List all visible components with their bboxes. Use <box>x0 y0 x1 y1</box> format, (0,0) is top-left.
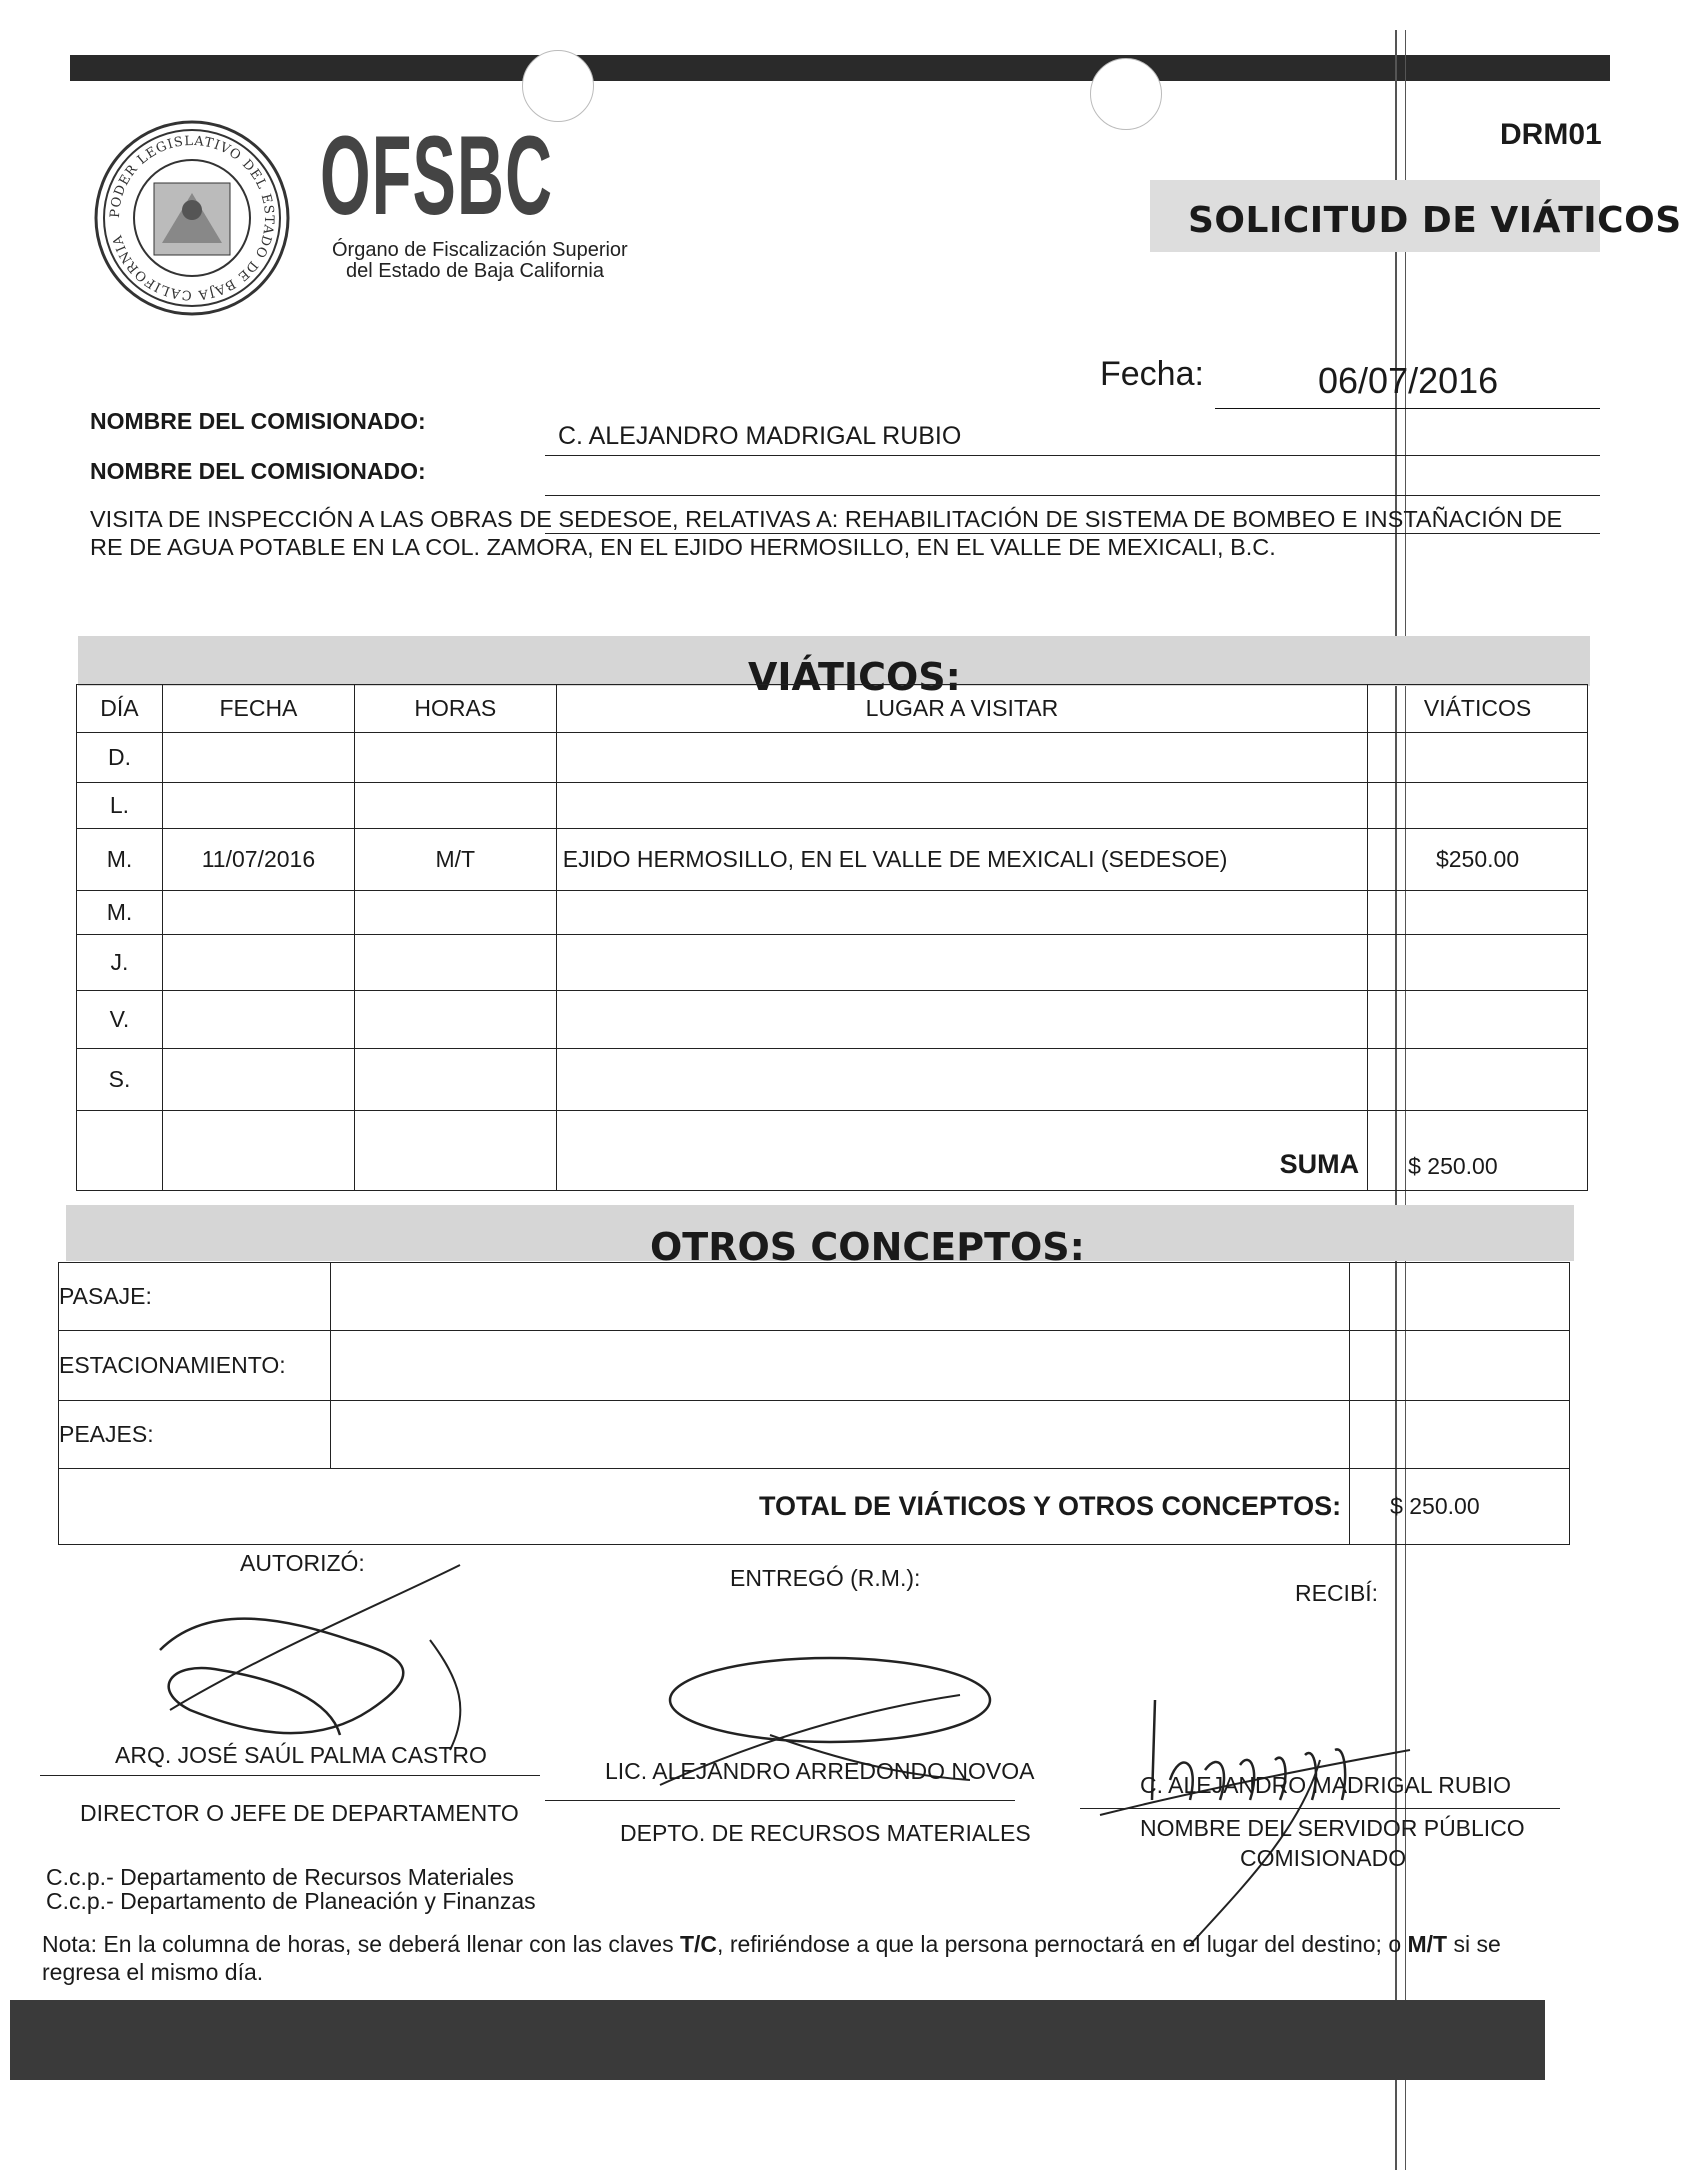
brand-subtitle-line: Órgano de Fiscalización Superior <box>332 239 628 261</box>
cell-fecha: 11/07/2016 <box>162 829 354 891</box>
autorizo-name: ARQ. JOSÉ SAÚL PALMA CASTRO <box>115 1742 487 1768</box>
cell-viaticos: $250.00 <box>1368 829 1588 891</box>
col-viaticos-header: VIÁTICOS <box>1368 685 1588 733</box>
ccp-item: C.c.p.- Departamento de Planeación y Finanzas <box>46 1888 536 1914</box>
footnote-text: si se regresa el mismo día. <box>42 1931 1501 1985</box>
viaticos-title: VIÁTICOS: <box>748 655 961 699</box>
footnote <box>42 1930 1562 1986</box>
cell-lugar <box>556 891 1367 935</box>
otros-row <box>59 1401 1570 1469</box>
viaticos-row <box>77 935 1588 991</box>
purpose-underline <box>545 533 1600 534</box>
comisionado-value: C. ALEJANDRO MADRIGAL RUBIO <box>558 422 962 450</box>
recibi-role: NOMBRE DEL SERVIDOR PÚBLICO <box>1140 1815 1525 1841</box>
col-lugar-header: LUGAR A VISITAR <box>556 685 1367 733</box>
autorizo-role: DIRECTOR O JEFE DE DEPARTAMENTO <box>80 1800 519 1826</box>
cell-viaticos <box>1368 891 1588 935</box>
otros-row <box>59 1263 1570 1331</box>
cell-lugar <box>556 733 1367 783</box>
cell-fecha <box>162 935 354 991</box>
viaticos-row <box>77 891 1588 935</box>
cell-lugar <box>556 935 1367 991</box>
recibi-label: RECIBÍ: <box>1295 1580 1379 1606</box>
viaticos-row <box>77 829 1588 891</box>
fecha-underline <box>1215 408 1600 409</box>
cell-horas <box>354 783 556 829</box>
otros-row-label: PEAJES: <box>59 1401 331 1469</box>
col-dia-header: DÍA <box>77 685 163 733</box>
signature-line-recibi <box>1080 1808 1560 1809</box>
cell-horas <box>354 1049 556 1111</box>
cell-dia: V. <box>77 991 163 1049</box>
cell-dia: S. <box>77 1049 163 1111</box>
cell-viaticos <box>1368 991 1588 1049</box>
document-code: DRM01 <box>1500 118 1602 151</box>
ccp-item: C.c.p.- Departamento de Recursos Materiales <box>46 1864 514 1890</box>
cell-viaticos <box>1368 783 1588 829</box>
viaticos-header-row <box>77 685 1588 733</box>
fecha-value: 06/07/2016 <box>1318 360 1499 401</box>
cell-dia <box>77 1111 163 1191</box>
purpose-text: VISITA DE INSPECCIÓN A LAS OBRAS DE SEDESOE, RELATIVAS A: REHABILITACIÓN DE SISTEMA DE BOMBEO E INSTAÑACIÓN DE RE DE AGUA POTABLE EN LA COL. ZAMORA, EN EL EJIDO HERMOSILLO, EN EL VALLE DE MEXICALI, B.C. <box>90 506 1563 560</box>
otros-title: OTROS CONCEPTOS: <box>650 1225 1085 1269</box>
recibi-role-2: COMISIONADO <box>1240 1845 1407 1871</box>
cell-dia: D. <box>77 733 163 783</box>
cell-lugar <box>556 1049 1367 1111</box>
fecha-label: Fecha: <box>1100 355 1204 393</box>
comisionado-underline-2 <box>545 495 1600 496</box>
entrego-label: ENTREGÓ (R.M.): <box>730 1565 921 1591</box>
cell-horas <box>354 733 556 783</box>
cell-horas <box>354 891 556 935</box>
cell-fecha <box>162 783 354 829</box>
cell-lugar <box>556 783 1367 829</box>
cell-fecha <box>162 1049 354 1111</box>
signature-line-entrego <box>545 1800 1015 1801</box>
comisionado-label: NOMBRE DEL COMISIONADO: <box>90 408 426 434</box>
viaticos-row <box>77 733 1588 783</box>
brand-logo: OFSBC <box>320 113 554 238</box>
col-horas-header: HORAS <box>354 685 556 733</box>
otros-table <box>58 1262 1570 1545</box>
state-seal-logo <box>92 118 292 318</box>
recibi-name: C. ALEJANDRO MADRIGAL RUBIO <box>1140 1772 1512 1798</box>
cell-horas <box>354 1111 556 1191</box>
footnote-text: Nota: En la columna de horas, se deberá llenar con las claves <box>42 1931 680 1957</box>
viaticos-row <box>77 783 1588 829</box>
cell-horas: M/T <box>354 829 556 891</box>
otros-row-value <box>330 1401 1349 1469</box>
autorizo-label: AUTORIZÓ: <box>240 1550 365 1576</box>
comisionado-label-2: NOMBRE DEL COMISIONADO: <box>90 458 426 484</box>
signature-line-autorizo <box>40 1775 540 1776</box>
comisionado-underline <box>545 455 1600 456</box>
cell-fecha <box>162 891 354 935</box>
document-title: SOLICITUD DE VIÁTICOS <box>1188 200 1682 241</box>
viaticos-row-suma <box>77 1111 1588 1191</box>
viaticos-table <box>76 684 1588 1191</box>
brand-subtitle <box>332 240 628 282</box>
entrego-name: LIC. ALEJANDRO ARREDONDO NOVOA <box>605 1758 1035 1784</box>
footer-bar <box>10 2000 1545 2080</box>
cell-horas <box>354 991 556 1049</box>
col-fecha-header: FECHA <box>162 685 354 733</box>
viaticos-row <box>77 1049 1588 1111</box>
cell-lugar <box>556 991 1367 1049</box>
cell-lugar: EJIDO HERMOSILLO, EN EL VALLE DE MEXICALI (SEDESOE) <box>556 829 1367 891</box>
cell-viaticos <box>1368 733 1588 783</box>
otros-row-label: PASAJE: <box>59 1263 331 1331</box>
punch-hole <box>1090 58 1162 130</box>
otros-row-label: ESTACIONAMIENTO: <box>59 1331 331 1401</box>
footnote-code-mt: M/T <box>1407 1931 1448 1957</box>
cell-fecha <box>162 1111 354 1191</box>
punch-hole <box>522 50 594 122</box>
cell-dia: L. <box>77 783 163 829</box>
total-value: $ 250.00 <box>1350 1469 1570 1545</box>
otros-row-value <box>330 1331 1349 1401</box>
cell-viaticos <box>1368 935 1588 991</box>
suma-label: SUMA <box>556 1111 1367 1191</box>
otros-row <box>59 1331 1570 1401</box>
viaticos-row <box>77 991 1588 1049</box>
otros-row-amount <box>1350 1401 1570 1469</box>
otros-row-value <box>330 1263 1349 1331</box>
ccp-list <box>46 1865 536 1913</box>
cell-fecha <box>162 991 354 1049</box>
footnote-code-tc: T/C <box>679 1931 718 1957</box>
suma-value: $ 250.00 <box>1368 1111 1588 1191</box>
footnote-text: , refiriéndose a que la persona pernoctará en el lugar del destino; o <box>717 1931 1408 1957</box>
entrego-role: DEPTO. DE RECURSOS MATERIALES <box>620 1820 1031 1846</box>
cell-fecha <box>162 733 354 783</box>
cell-viaticos <box>1368 1049 1588 1111</box>
cell-dia: M. <box>77 891 163 935</box>
seal-text: PODER LEGISLATIVO DEL ESTADO DE BAJA CALIFORNIA <box>107 133 277 303</box>
cell-dia: J. <box>77 935 163 991</box>
brand-subtitle-line: del Estado de Baja California <box>346 260 604 282</box>
header-bar <box>70 55 1610 81</box>
total-label: TOTAL DE VIÁTICOS Y OTROS CONCEPTOS: <box>59 1469 1350 1545</box>
otros-row-amount <box>1350 1263 1570 1331</box>
otros-row-amount <box>1350 1331 1570 1401</box>
cell-dia: M. <box>77 829 163 891</box>
cell-horas <box>354 935 556 991</box>
otros-total-row <box>59 1469 1570 1545</box>
signature-autorizo-image <box>130 1560 590 1760</box>
